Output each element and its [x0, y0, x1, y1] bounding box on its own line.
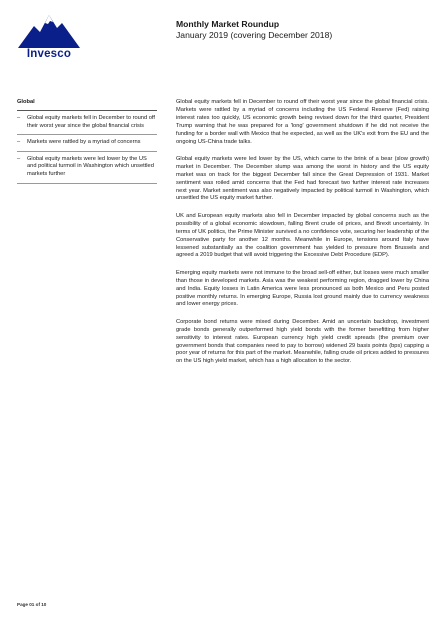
body-paragraph: Emerging equity markets were not immune to the broad sell-off either, but losses were much smaller than those in developed markets. Asia was the weakest performing region, dragged lower by China and India. Equity losses in Latin America were less pronounced as both Mexico and Peru posted positive monthly returns. In emerging Europe, Russia lost ground mainly due to currency weakness and lower energy prices.: [176, 269, 429, 308]
key-points-sidebar: [17, 99, 157, 184]
key-points-list: [17, 111, 157, 184]
body-paragraph: Global equity markets were led lower by the US, which came to the brink of a bear (slow growth) market in December. The December slump was among the worst in history and the US equity market was on track for the biggest December fall since the Great Depression of 1931. Market sentiment was roiled amid concerns that the Fed had forecast two further interest rate increases next year. Market sentiment was also negatively impacted by political turmoil in Washington, which unsettled the US equity market further.: [176, 155, 429, 202]
key-point-item: [17, 152, 157, 184]
mountain-logo-icon: [18, 12, 80, 48]
body-paragraph: Corporate bond returns were mixed during December. Amid an uncertain backdrop, investment grade bonds generally outperformed high yield bonds with the former benefitting from higher sensitivity to interest rates. European currency high yield credit spreads (the premium over government bonds that companies need to pay to borrow) widened 29 basis points (bps) capping a poor year of returns for this part of the market. Meanwhile, falling crude oil prices added to pressures on the US high yield market, which has a high allocation to the sector.: [176, 318, 429, 365]
key-point-text: Global equity markets were led lower by the US and political turmoil in Washington which unsettled markets further: [27, 155, 154, 177]
invesco-logo: [14, 12, 84, 64]
key-point-text: Markets were rattled by a myriad of concerns: [27, 139, 141, 146]
key-point-text: Global equity markets fell in December to round off their worst year since the global financial crisis: [27, 115, 155, 129]
key-point-item: [17, 135, 157, 152]
body-paragraph: Global equity markets fell in December to round off their worst year since the global financial crisis. Markets were rattled by a myriad of concerns including the US Federal Reserve (Fed) raising interest rates too quickly, US economic growth being revised down for the third quarter, President Trump warning that he was prepared for a 'long' government shutdown if he did not receive the funding for a border wall with Mexico that he expected, as well as the UK's exit from the EU and the ongoing US-China trade talks.: [176, 99, 429, 145]
document-title: Monthly Market Roundup: [176, 19, 280, 29]
body-text: [176, 99, 429, 376]
key-point-item: [17, 111, 157, 135]
page-number: Page 01 of 10: [17, 602, 47, 607]
bullet-dash: –: [17, 139, 21, 146]
section-heading: Global: [17, 99, 35, 105]
body-paragraph: UK and European equity markets also fell in December impacted by global concerns such as the possibility of a global economic slowdown, falling Brent crude oil prices, and Brexit uncertainty. In terms of UK politics, the Prime Minister survived a no confidence vote, securing her leadership of the Conservative party for another 12 months. Meanwhile in Europe, tensions around Italy have lessened substantially as the coalition government has yielded to pressure from Brussels and agreed a 2019 budget that will avoid triggering the Excessive Debt Procedure (EDP).: [176, 212, 429, 259]
bullet-dash: –: [17, 115, 21, 121]
bullet-dash: –: [17, 155, 21, 162]
logo-wordmark: Invesco: [26, 48, 72, 60]
document-subtitle: January 2019 (covering December 2018): [176, 30, 333, 40]
